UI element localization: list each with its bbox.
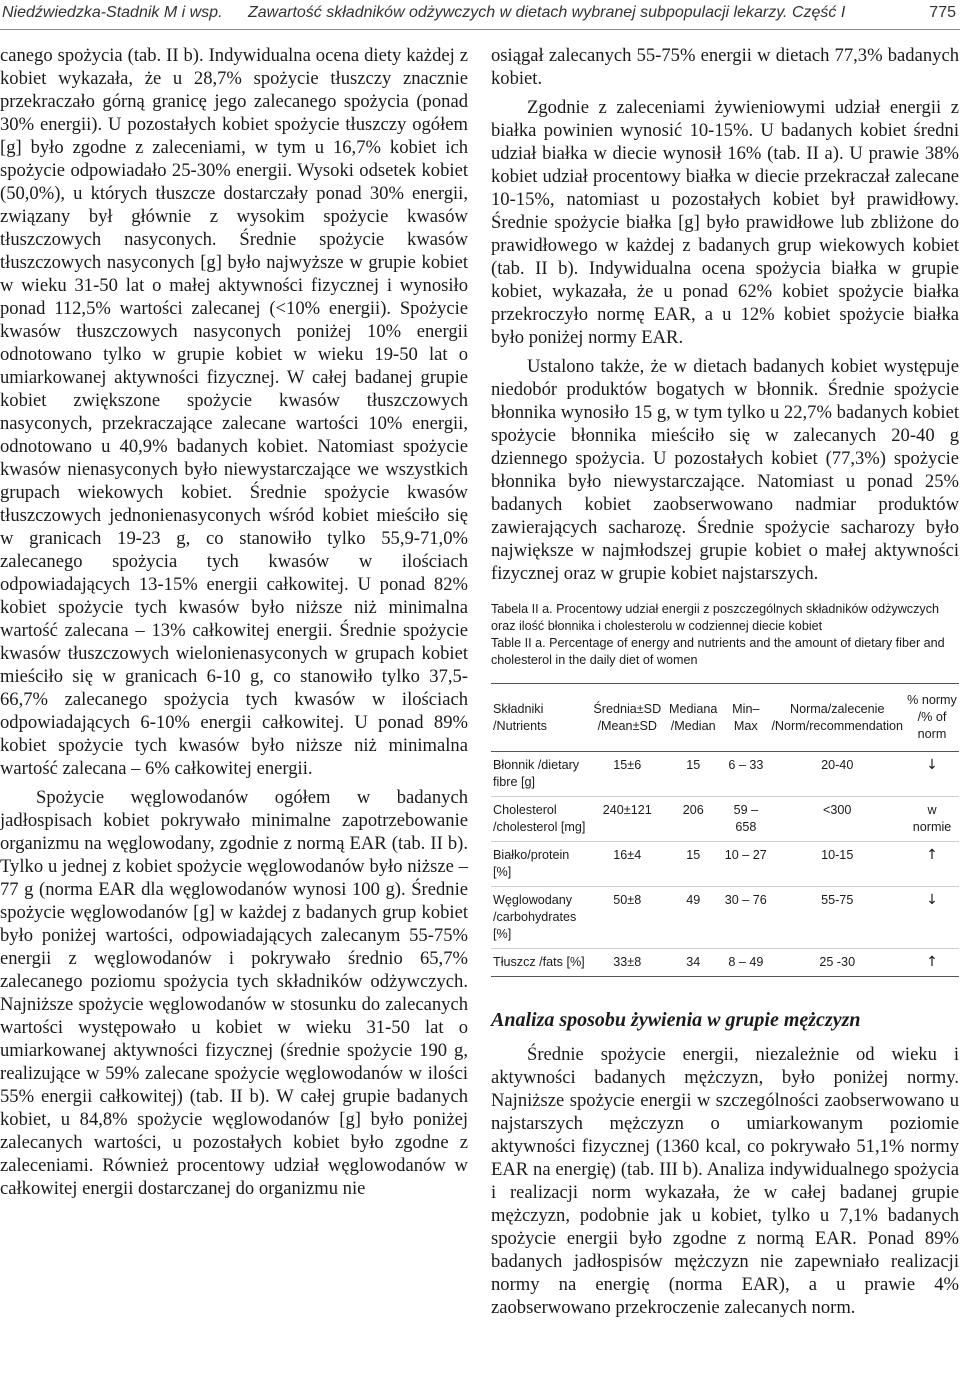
cell-median: 206 — [664, 797, 722, 842]
cell-nutrient: Tłuszcz /fats [%] — [491, 949, 590, 977]
header-article-title: Zawartość składników odżywczych w dietach wybranej subpopulacji lekarzy. Część I — [248, 4, 846, 21]
page-number: 775 — [929, 4, 956, 21]
cell-percent-norm: ↑ — [905, 949, 959, 977]
header-rule — [0, 29, 960, 30]
table-header-row — [491, 684, 959, 752]
table-row — [491, 842, 959, 887]
cell-minmax: 6 – 33 — [722, 752, 769, 797]
table-caption — [491, 601, 959, 669]
left-column — [0, 44, 468, 1200]
header-median: Mediana /Median — [664, 684, 722, 752]
cell-mean: 15±6 — [590, 752, 664, 797]
cell-percent-norm: w normie — [905, 797, 959, 842]
cell-percent-norm: ↑ — [905, 842, 959, 887]
left-paragraph-fats: canego spożycia (tab. II b). Indywidualna ocena diety każdej z kobiet wykazała, że u 28,7% spożycie tłuszczy znacznie przekraczało górną granicę jego zalecanego spożycia (ponad 30% energii). U pozostałych kobiet spożycie tłuszczy ogółem [g] było zgodne z zaleceniami, w tym u 16,7% kobiet ich spożycie odpowiadało 25-30% energii. Wysoki odsetek kobiet (50,0%), u których tłuszcze dostarczały ponad 30% energii, związany był głównie z wysokim spożycie kwasów tłuszczowych nasyconych. Średnie spożycie kwasów tłuszczowych nasyconych [g] było najwyższe w grupie kobiet w wieku 31-50 lat o małej aktywności fizycznej i wynosiło ponad 112,5% wartości zalecanej (<10% energii). Spożycie kwasów tłuszczowych nasyconych poniżej 10% energii odnotowano tylko w grupie kobiet w wieku 19-50 lat o umiarkowanej aktywności fizycznej. W całej badanej grupie kobiet zwiększone spożycie kwasów tłuszczowych nasyconych, przekraczające zalecane wartości 10% energii, odnotowano u 40,9% badanych kobiet. Natomiast spożycie kwasów nienasyconych było niewystarczające we wszystkich grupach wiekowych kobiet. Średnie spożycie kwasów tłuszczowych jednonienasyconych wśród kobiet mieściło się w granicach 19-23 g, co stanowiło tylko 55,9-71,0% zalecanego spożycia tych kwasów w ilościach odpowiadających 13-15% energii całkowitej. U ponad 82% kobiet spożycie tych kwasów było niższe niż minimalna wartość zalecana – 13% całkowitej energii. Średnie spożycie kwasów tłuszczowych wielonienasyconych w grupach kobiet mieściło się w granicach 6-10 g, co stanowiło tylko 37,5-66,7% zalecanego spożycia tych kwasów w ilościach odpowiadających 6-10% energii całkowitej. U ponad 89% kobiet spożycie tych kwasów było niższe niż minimalna wartość zalecana – 6% całkowitej energii. — [0, 45, 468, 779]
cell-minmax: 8 – 49 — [722, 949, 769, 977]
cell-norm: 25 -30 — [769, 949, 905, 977]
cell-minmax: 30 – 76 — [722, 887, 769, 949]
cell-mean: 50±8 — [590, 887, 664, 949]
header-authors: Niedźwiedzka-Stadnik M i wsp. — [2, 4, 223, 21]
header-percent-norm: % normy /% of norm — [905, 684, 959, 752]
header-minmax: Min– Max — [722, 684, 769, 752]
cell-norm: 55-75 — [769, 887, 905, 949]
table-row — [491, 752, 959, 797]
cell-norm: 20-40 — [769, 752, 905, 797]
header-mean: Średnia±SD /Mean±SD — [590, 684, 664, 752]
table-row — [491, 887, 959, 949]
cell-median: 15 — [664, 842, 722, 887]
cell-mean: 33±8 — [590, 949, 664, 977]
cell-mean: 240±121 — [590, 797, 664, 842]
right-paragraph-protein: Zgodnie z zaleceniami żywieniowymi udział energii z białka powinien wynosić 10-15%. U badanych kobiet średni udział białka w diecie wynosił 16% (tab. II a). U prawie 38% kobiet udział procentowy białka w diecie przekraczał zalecane 10-15%, natomiast u pozostałych kobiet był prawidłowy. Średnie spożycie białka [g] było prawidłowe lub zbliżone do prawidłowego w każdej z badanych grup wiekowych kobiet (tab. II b). Indywidualna ocena spożycia białka w grupie kobiet, wykazała, że u ponad 62% kobiet spożycie białka przekroczyło normę EAR, a u 12% kobiet spożycie białka było poniżej normy EAR. — [491, 97, 959, 348]
section-heading: Analiza sposobu żywienia w grupie mężczyzn — [491, 1009, 861, 1031]
cell-norm: <300 — [769, 797, 905, 842]
cell-percent-norm: ↓ — [905, 887, 959, 949]
table-row — [491, 949, 959, 977]
table-caption-english: Table II a. Percentage of energy and nutrients and the amount of dietary fiber and cholesterol in the daily diet of women — [491, 636, 945, 667]
cell-minmax: 10 – 27 — [722, 842, 769, 887]
cell-nutrient: Błonnik /dietary fibre [g] — [491, 752, 590, 797]
cell-nutrient: Białko/protein [%] — [491, 842, 590, 887]
table-row — [491, 797, 959, 842]
cell-norm: 10-15 — [769, 842, 905, 887]
cell-minmax: 59 – 658 — [722, 797, 769, 842]
header-norm: Norma/zalecenie /Norm/recommendation — [769, 684, 905, 752]
right-paragraph-continuation: osiągał zalecanych 55-75% energii w dietach 77,3% badanych kobiet. — [491, 45, 959, 89]
cell-nutrient: Cholesterol /cholesterol [mg] — [491, 797, 590, 842]
cell-percent-norm: ↓ — [905, 752, 959, 797]
right-column — [491, 44, 959, 1319]
cell-median: 49 — [664, 887, 722, 949]
running-header — [0, 0, 960, 26]
left-paragraph-carbohydrates: Spożycie węglowodanów ogółem w badanych jadłospisach kobiet pokrywało minimalne zapotrzebowanie organizmu na węglowodany, zgodnie z normą EAR (tab. II b). Tylko u jednej z kobiet spożycie węglowodanów było niższe – 77 g (norma EAR dla węglowodanów wynosi 100 g). Średnie spożycie węglowodanów [g] w każdej z badanych grup kobiet było poniżej wartości, odpowiadających zalecanym 55-75% energii z węglowodanów i pokrywało średnio 65,7% zalecanego poziomu spożycia tych składników odżywczych. Najniższe spożycie węglowodanów w stosunku do zalecanych wartości występowało u kobiet w wieku 31-50 lat o umiarkowanej aktywności fizycznej (średnie spożycie 190 g, realizujące w 59% zalecane spożycie węglowodanów w ilości 55% energii całkowitej) (tab. II b). W całej grupie badanych kobiet, u 84,8% spożycie węglowodanów [g] było poniżej zalecanych wartości, u pozostałych kobiet było zgodne z zaleceniami. Również procentowy udział węglowodanów w całkowitej energii dostarczanej do organizmu nie — [0, 787, 468, 1199]
cell-median: 15 — [664, 752, 722, 797]
right-paragraph-men-energy: Średnie spożycie energii, niezależnie od wieku i aktywności badanych mężczyzn, było poniżej normy. Najniższe spożycie energii w szczególności zaobserwowano u najstarszych mężczyzn o umiarkowanym poziomie aktywności fizycznej (1360 kcal, co pokrywało 51,1% normy EAR na energię) (tab. III b). Analiza indywidualnego spożycia i realizacji norm wykazała, że w całej badanej grupie mężczyzn, podobnie jak u kobiet, tylko u 7,1% badanych spożycie energii było zgodne z normą EAR. Ponad 89% badanych jadłospisów mężczyzn nie zapewniało realizacji normy na energię (norma EAR), a u prawie 4% zaobserwowano przekroczenie zalecanych norm. — [491, 1044, 959, 1318]
cell-mean: 16±4 — [590, 842, 664, 887]
cell-nutrient: Węglowodany /carbohydrates [%] — [491, 887, 590, 949]
right-paragraph-fibre: Ustalono także, że w dietach badanych kobiet występuje niedobór produktów bogatych w błonnik. Średnie spożycie błonnika wynosiło 15 g, w tym tylko u 22,7% badanych kobiet spożycie błonnika mieściło się w zalecanych 20-40 g dziennego spożycia. U pozostałych kobiet (77,3%) spożycie błonnika było niewystarczające. Natomiast u ponad 25% badanych kobiet zaobserwowano nadmiar produktów zawierających sacharozę. Średnie spożycie sacharozy było największe w najmłodszej grupie kobiet o małej aktywności fizycznej oraz w grupie kobiet najstarszych. — [491, 356, 959, 584]
table-caption-polish: Tabela II a. Procentowy udział energii z poszczególnych składników odżywczych oraz ilość błonnika i cholesterolu w codziennej diecie kobiet — [491, 602, 939, 633]
nutrient-table — [491, 683, 959, 977]
cell-median: 34 — [664, 949, 722, 977]
header-nutrients: Składniki /Nutrients — [491, 684, 590, 752]
